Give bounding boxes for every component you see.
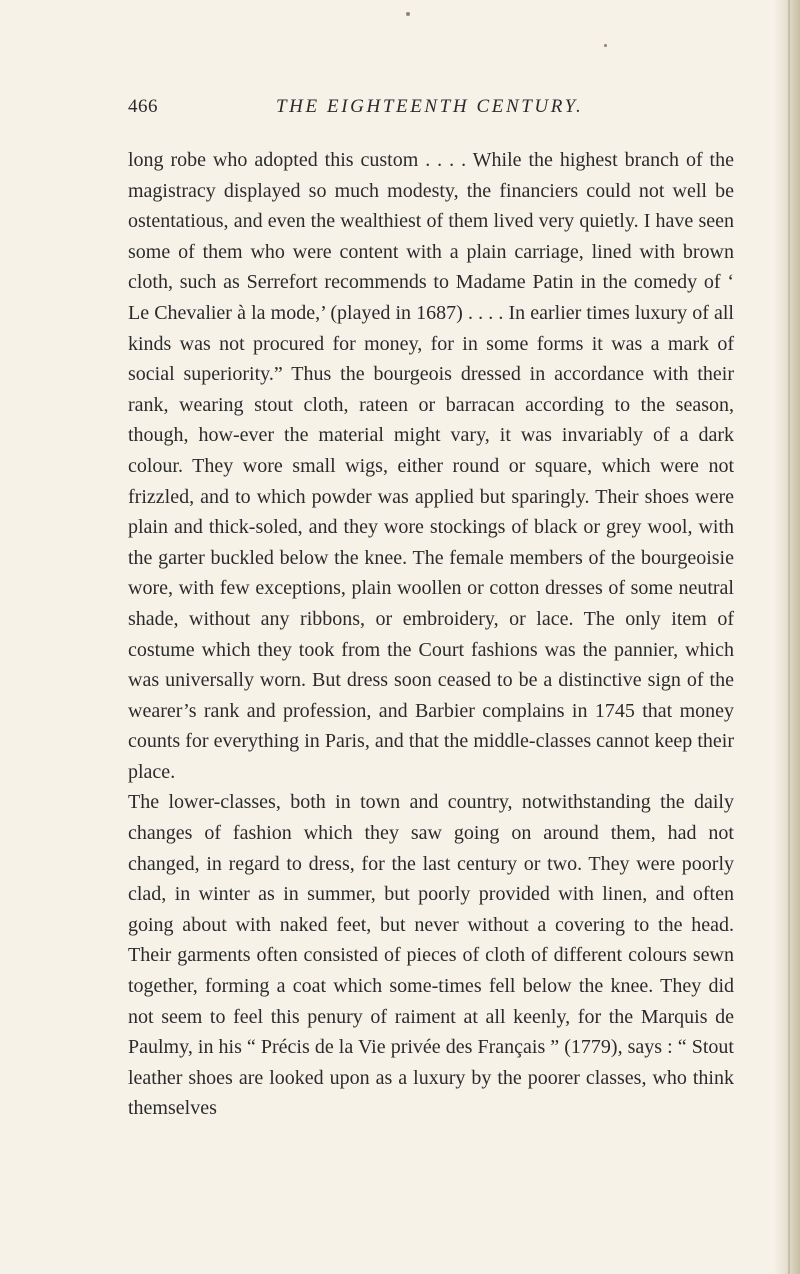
page-edge-shadow — [774, 0, 800, 1274]
speck-mark — [406, 12, 410, 16]
running-head: THE EIGHTEENTH CENTURY. — [276, 96, 584, 117]
speck-mark — [604, 44, 607, 47]
page-edge-line — [788, 0, 790, 1274]
paragraph: long robe who adopted this custom . . . . While the highest branch of the magistracy displayed so much modesty, the financiers could not well be ostentatious, and even the wealthiest of them lived very quietly. I have seen some of them who were content with a plain carriage, lined with brown cloth, such as Serrefort recommends to Madame Patin in the comedy of ‘ Le Chevalier à la mode,’ (played in 1687) . . . . In earlier times luxury of all kinds was not procured for money, for in some forms it was a mark of social superiority.” Thus the bourgeois dressed in accordance with their rank, wearing stout cloth, rateen or barracan according to the season, though, how-ever the material might vary, it was invariably of a dark colour. They wore small wigs, either round or square, which were not frizzled, and to which powder was applied but sparingly. Their shoes were plain and thick-soled, and they wore stockings of black or grey wool, with the garter buckled below the knee. The female members of the bourgeoisie wore, with few exceptions, plain woollen or cotton dresses of some neutral shade, without any ribbons, or embroidery, or lace. The only item of costume which they took from the Court fashions was the pannier, which was universally worn. But dress soon ceased to be a distinctive sign of the wearer’s rank and profession, and Barbier complains in 1745 that money counts for everything in Paris, and that the middle-classes cannot keep their place. — [128, 149, 734, 783]
body-text — [128, 145, 734, 1124]
page-number: 466 — [128, 96, 158, 117]
page-header — [128, 96, 728, 130]
paragraph: The lower-classes, both in town and country, notwithstanding the daily changes of fashion which they saw going on around them, had not changed, in regard to dress, for the last century or two. They were poorly clad, in winter as in summer, but poorly provided with linen, and often going about with naked feet, but never without a covering to the head. Their garments often consisted of pieces of cloth of different colours sewn together, forming a coat which some-times fell below the knee. They did not seem to feel this penury of raiment at all keenly, for the Marquis de Paulmy, in his “ Précis de la Vie privée des Français ” (1779), says : “ Stout leather shoes are looked upon as a luxury by the poorer classes, who think themselves — [128, 791, 734, 1120]
